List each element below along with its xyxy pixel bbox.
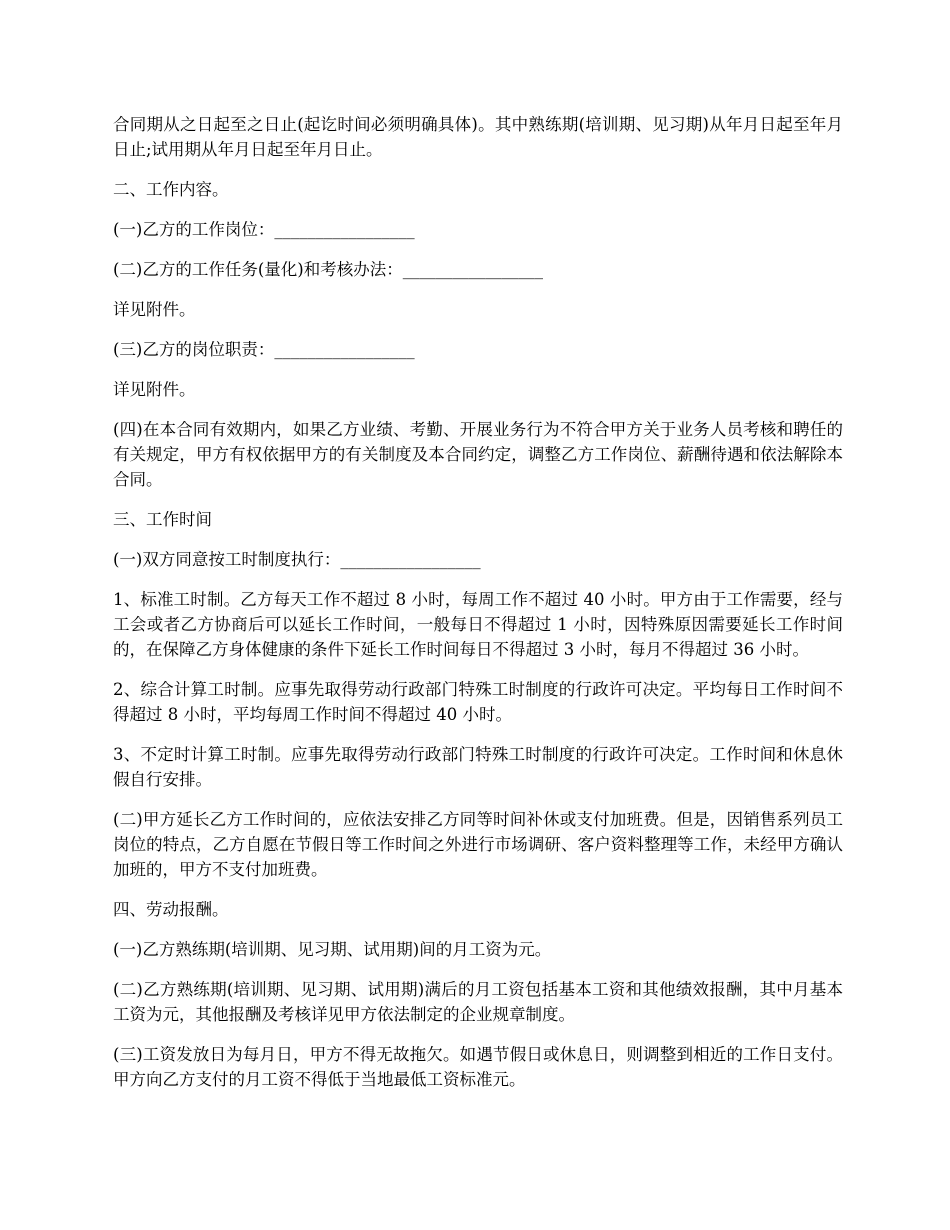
section-heading-working-hours: 三、工作时间 — [113, 510, 212, 529]
paragraph-performance-clause: (四)在本合同有效期内，如果乙方业绩、考勤、开展业务行为不符合甲方关于业务人员考核和聘任的有关规定，甲方有权依据甲方的有关制度及本合同约定，调整乙方工作岗位、薪酬待遇和依法解除本合同。 — [113, 420, 843, 489]
paragraph-comprehensive-hours: 2、综合计算工时制。应事先取得劳动行政部门特殊工时制度的行政许可决定。平均每日工作时间不得超过 8 小时，平均每周工作时间不得超过 40 小时。 — [113, 680, 843, 724]
paragraph-job-position: (一)乙方的工作岗位：_________________ — [113, 220, 415, 239]
document-body — [113, 112, 843, 1107]
paragraph-job-tasks: (二)乙方的工作任务(量化)和考核办法：_________________ — [113, 260, 543, 279]
paragraph-standard-hours: 1、标准工时制。乙方每天工作不超过 8 小时，每周工作不超过 40 小时。甲方由于工作需要，经与工会或者乙方协商后可以延长工作时间，一般每日不得超过 1 小时，因特殊原因需要延长工作时间的，在保障乙方身体健康的条件下延长工作时间每日不得超过 3 小时，每月不得超过 36 小时。 — [113, 590, 843, 659]
paragraph-probation-wage: (一)乙方熟练期(培训期、见习期、试用期)间的月工资为元。 — [113, 940, 552, 959]
paragraph-pay-day: (三)工资发放日为每月日，甲方不得无故拖欠。如遇节假日或休息日，则调整到相近的工作日支付。甲方向乙方支付的月工资不得低于当地最低工资标准元。 — [113, 1045, 843, 1089]
paragraph-overtime: (二)甲方延长乙方工作时间的，应依法安排乙方同等时间补休或支付加班费。但是，因销售系列员工岗位的特点，乙方自愿在节假日等工作时间之外进行市场调研、客户资料整理等工作，未经甲方确认加班的，甲方不支付加班费。 — [113, 810, 843, 879]
section-heading-remuneration: 四、劳动报酬。 — [113, 900, 229, 919]
paragraph-see-attachment: 详见附件。 — [113, 300, 196, 319]
paragraph-job-duties: (三)乙方的岗位职责：_________________ — [113, 340, 415, 359]
paragraph-see-attachment: 详见附件。 — [113, 380, 196, 399]
paragraph-flexible-hours: 3、不定时计算工时制。应事先取得劳动行政部门特殊工时制度的行政许可决定。工作时间和休息休假自行安排。 — [113, 745, 843, 789]
paragraph-contract-period: 合同期从之日起至之日止(起讫时间必须明确具体)。其中熟练期(培训期、见习期)从年月日起至年月日止;试用期从年月日起至年月日止。 — [113, 115, 843, 159]
paragraph-regular-wage: (二)乙方熟练期(培训期、见习期、试用期)满后的月工资包括基本工资和其他绩效报酬，其中月基本工资为元，其他报酬及考核详见甲方依法制定的企业规章制度。 — [113, 980, 843, 1024]
section-heading-work-content: 二、工作内容。 — [113, 180, 229, 199]
paragraph-hours-system: (一)双方同意按工时制度执行：_________________ — [113, 550, 481, 569]
